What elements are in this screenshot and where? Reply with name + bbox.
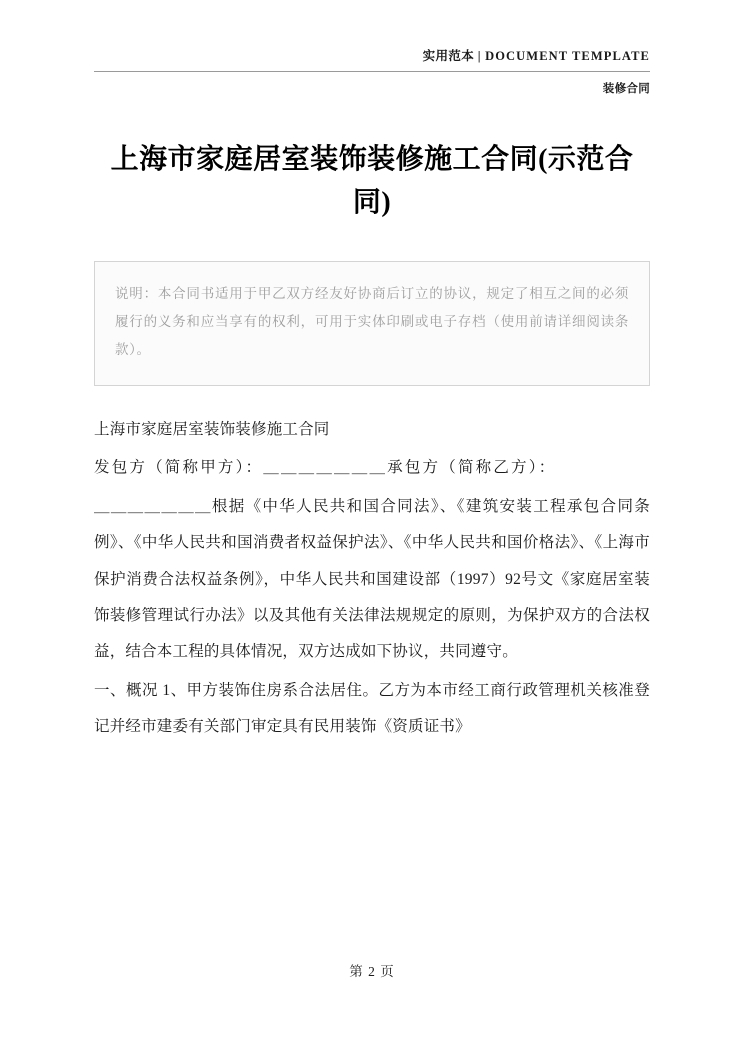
header-separator: | bbox=[477, 49, 482, 63]
page-footer: 第 2 页 bbox=[349, 964, 395, 979]
body-paragraph-1: 上海市家庭居室装饰装修施工合同 bbox=[94, 420, 330, 438]
note-box: 说明：本合同书适用于甲乙双方经友好协商后订立的协议，规定了相互之间的必须履行的义务和应当享有的权利，可用于实体印刷或电子存档（使用前请详细阅读条款）。 bbox=[94, 261, 650, 386]
page-header bbox=[94, 0, 650, 96]
body-paragraph-2: 发包方（简称甲方）：＿＿＿＿＿＿＿承包方（简称乙方）： bbox=[94, 459, 557, 477]
header-subtitle: 装修合同 bbox=[602, 83, 650, 95]
body-paragraph-3: ＿＿＿＿＿＿＿根据《中华人民共和国合同法》、《建筑安装工程承包合同条例》、《中华人民共和国消费者权益保护法》、《中华人民共和国价格法》、《上海市保护消费合法权益条例》，中华人民共和国建设部（1997）92号文《家庭居室装饰装修管理试行办法》以及其他有关法律法规规定的原则，为保护双方的合法权益，结合本工程的具体情况，双方达成如下协议，共同遵守。 bbox=[94, 497, 650, 661]
header-brand-en: DOCUMENT TEMPLATE bbox=[485, 49, 650, 63]
header-brand-line bbox=[94, 46, 650, 64]
header-brand-cn: 实用范本 bbox=[422, 49, 475, 63]
body-paragraph-4: 一、概况 1、甲方装饰住房系合法居住。乙方为本市经工商行政管理机关核准登记并经市建委有关部门审定具有民用装饰《资质证书》 bbox=[94, 681, 650, 736]
header-divider bbox=[94, 71, 650, 72]
page-title: 上海市家庭居室装饰装修施工合同(示范合同) bbox=[110, 144, 634, 219]
document-body bbox=[94, 412, 650, 746]
